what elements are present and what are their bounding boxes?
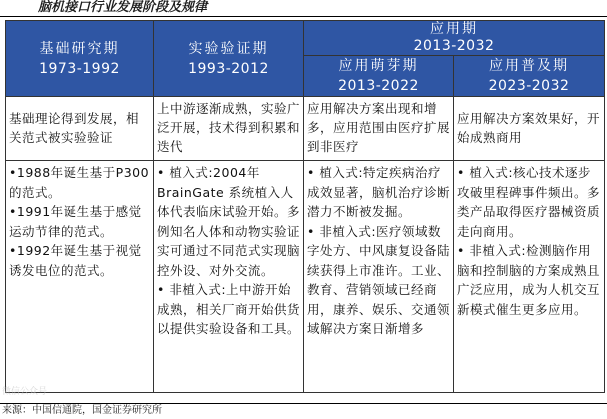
stages-table <box>5 20 605 393</box>
detail-basic-item: •1988年诞生基于P300的范式。 <box>9 165 150 200</box>
header-application-label: 应用期 <box>430 21 478 37</box>
header-experiment-years: 1993-2012 <box>188 60 269 77</box>
header-spread <box>454 56 605 97</box>
header-application-years: 2013-2032 <box>413 38 495 54</box>
detail-spread-item: • 植入式:核心技术逐步攻破里程碑事件频出。多类产品取得医疗器械资质走向商用。 <box>457 165 601 239</box>
summary-experiment: 上中游逐渐成熟，实验广泛开展，技术得到积累和迭代 <box>154 97 304 161</box>
header-application <box>304 21 605 56</box>
detail-experiment-item: • 植入式:2004年BrainGate 系统植入人体代表临床试验开始。多例知名人体和动物实验证实可通过不同范式实现脑控外设、对外交流。 <box>157 165 301 278</box>
header-sprout <box>304 56 454 97</box>
header-experiment <box>154 21 304 97</box>
figure-title: 脑机接口行业发展阶段及规律 <box>38 0 208 15</box>
detail-spread-item: • 非植入式:检测脑作用脑和控制脑的方案成熟且广泛应用，成为人机交互新模式催生更多应用。 <box>457 243 601 317</box>
header-basic-label: 基础研究期 <box>39 40 120 57</box>
summary-spread: 应用解决方案效果好，开始成熟商用 <box>454 97 605 161</box>
detail-spread <box>454 161 605 393</box>
header-basic-years: 1973-1992 <box>39 60 120 77</box>
bottom-rule <box>0 403 607 404</box>
detail-experiment-item: • 非植入式:上中游开始成熟，相关厂商开始供货以提供实验设备和工具。 <box>157 282 301 336</box>
detail-basic-item: •1991年诞生基于感觉运动节律的范式。 <box>9 204 142 239</box>
header-spread-label: 应用普及期 <box>489 58 569 74</box>
source-note: 来源：中国信通院，国金证券研究所 <box>2 405 162 416</box>
top-rule <box>0 16 607 17</box>
header-sprout-years: 2013-2022 <box>338 78 419 94</box>
header-spread-years: 2023-2032 <box>488 78 570 94</box>
detail-experiment <box>154 161 304 393</box>
detail-basic <box>6 161 154 393</box>
header-experiment-label: 实验验证期 <box>188 40 269 57</box>
detail-sprout <box>304 161 454 393</box>
summary-basic: 基础理论得到发展，相关范式被实验验证 <box>6 97 154 161</box>
summary-sprout: 应用解决方案出现和增多，应用范围由医疗扩展到非医疗 <box>304 97 454 161</box>
detail-basic-item: •1992年诞生基于视觉诱发电位的范式。 <box>9 243 142 278</box>
detail-sprout-item: • 非植入式:医疗领域数字处方、中风康复设备陆续获得上市准许。工业、教育、营销领域已经商用，康养、娱乐、交通领域解决方案日渐增多 <box>307 223 451 336</box>
header-sprout-label: 应用萌芽期 <box>338 58 419 74</box>
detail-sprout-item: • 植入式:特定疾病治疗成效显著，脑机治疗诊断潜力不断被发掘。 <box>307 165 451 219</box>
watermark: 微信公众号 <box>2 387 48 397</box>
header-basic <box>6 21 154 97</box>
